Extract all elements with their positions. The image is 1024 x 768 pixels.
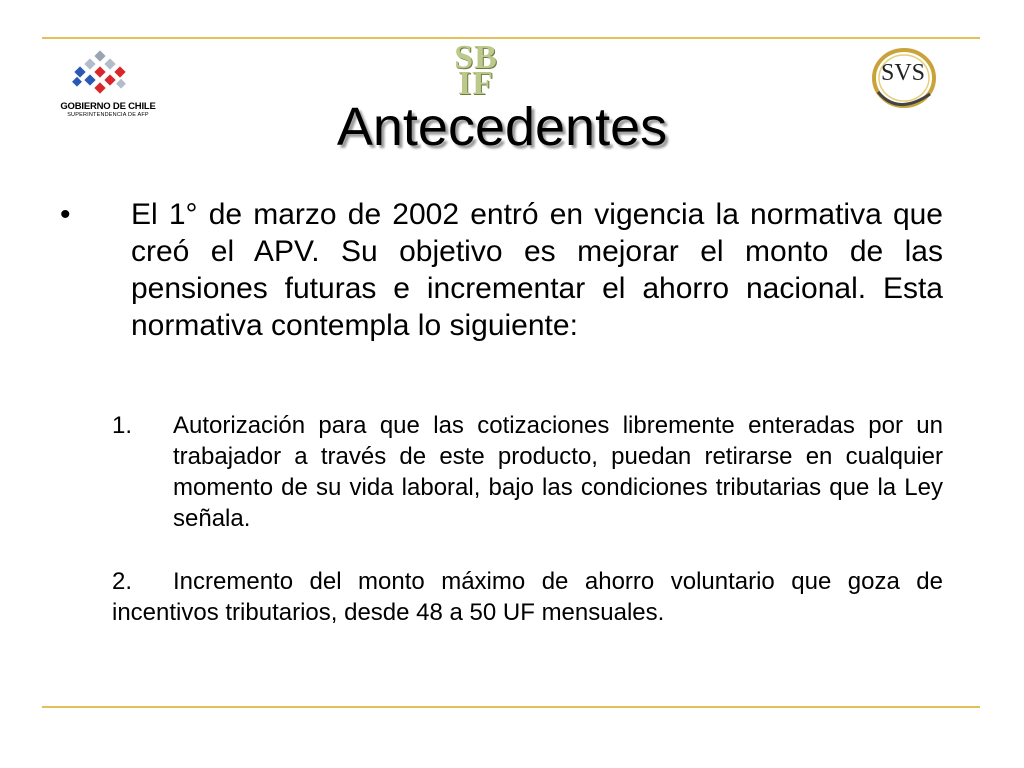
sbif-logo-text: SB IF [454,39,498,102]
bullet-icon: • [60,198,71,231]
gobierno-subtitle: SUPERINTENDENCIA DE AFP [67,112,149,118]
main-paragraph: El 1° de marzo de 2002 entró en vigencia la normativa que creó el APV. Su objetivo es mejorar el monto de las pensiones futuras e incrementar el ahorro nacional. Esta normativa contempla lo siguiente: [131,198,943,342]
svs-logo-text: SVS [880,60,926,86]
bottom-divider-line [42,706,980,708]
top-divider-line [42,37,980,39]
chile-cubes-icon [66,50,138,98]
list-item-number: 2. [112,568,133,595]
list-item-text: Autorización para que las cotizaciones libremente enteradas por un trabajador a través de este producto, puedan retirarse en cualquier momento de su vida laboral, bajo las condiciones tributarias que la Ley señala. [173,412,943,532]
list-item-text: Incremento del monto máximo de ahorro voluntario que goza de incentivos tributarios, desde 48 a 50 UF mensuales. [112,568,943,626]
list-item-number: 1. [112,412,133,439]
gobierno-title: GOBIERNO DE CHILE [60,101,156,112]
slide-title: Antecedentes [336,97,668,157]
